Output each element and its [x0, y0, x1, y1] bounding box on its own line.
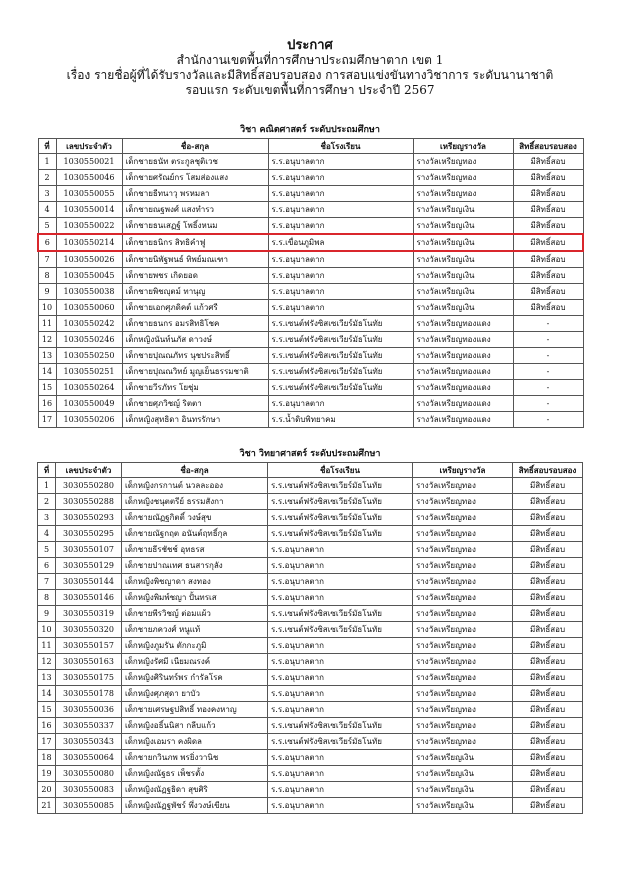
col-school-cell: ร.ร.อนุบาลตาก	[268, 558, 413, 574]
col-student-id-cell: 1030550251	[56, 364, 122, 380]
col-no-cell: 12	[38, 332, 56, 348]
col-student-id-cell: 3030550178	[56, 686, 122, 702]
table-row	[38, 300, 583, 316]
col-student-id-cell: 3030550083	[56, 782, 122, 798]
col-no-cell: 12	[38, 654, 56, 670]
col-round-two-cell: มีสิทธิ์สอบ	[513, 494, 583, 510]
table-row	[38, 494, 583, 510]
col-medal-cell: รางวัลเหรียญทอง	[413, 574, 513, 590]
col-name-cell: เด็กหญิงภูมรัน ตักกะภูมิ	[122, 638, 268, 654]
col-school-cell: ร.ร.อนุบาลตาก	[268, 218, 413, 235]
col-school-cell: ร.ร.เซนต์ฟรังซิสเซเวียร์มัธโนทัย	[268, 526, 413, 542]
col-no-cell: 11	[38, 638, 56, 654]
col-student-id-cell: 3030550146	[56, 590, 122, 606]
col-name-cell: เด็กชายศรัณย์กร โสมส่องแสง	[122, 170, 268, 186]
table-row	[38, 510, 583, 526]
col-school-cell: ร.ร.อนุบาลตาก	[268, 766, 413, 782]
col-round-two-cell: มีสิทธิ์สอบ	[513, 284, 583, 300]
col-student-id-cell: 3030550129	[56, 558, 122, 574]
col-medal-cell: รางวัลเหรียญเงิน	[413, 284, 513, 300]
col-round-two-cell: มีสิทธิ์สอบ	[513, 251, 583, 268]
col-no-cell: 5	[38, 218, 56, 235]
col-student-id-cell: 3030550036	[56, 702, 122, 718]
col-no-cell: 3	[38, 186, 56, 202]
table-row	[38, 590, 583, 606]
col-medal-cell: รางวัลเหรียญทองแดง	[413, 316, 513, 332]
col-student-id-cell: 1030550264	[56, 380, 122, 396]
col-student-id-cell: 3030550288	[56, 494, 122, 510]
col-school-cell: ร.ร.เซนต์ฟรังซิสเซเวียร์มัธโนทัย	[268, 364, 413, 380]
col-student-id-cell: 3030550085	[56, 798, 122, 814]
col-school-cell: ร.ร.อนุบาลตาก	[268, 638, 413, 654]
table-row	[38, 478, 583, 494]
col-student-id-cell: 1030550250	[56, 348, 122, 364]
col-no-cell: 10	[38, 622, 56, 638]
table-row	[38, 654, 583, 670]
col-student-id-header: เลขประจำตัว	[56, 463, 122, 478]
table-row	[38, 606, 583, 622]
col-name-cell: เด็กหญิงศิรินทร์พร กำรัลโรค	[122, 670, 268, 686]
col-name-cell: เด็กชายณฐพงศ์ แสงทำรว	[122, 202, 268, 218]
col-name-cell: เด็กหญิงอธิ์นนิสา กลีบแก้ว	[122, 718, 268, 734]
office-name: สำนักงานเขตพื้นที่การศึกษาประถมศึกษาตาก เขต 1	[176, 53, 444, 67]
col-no-header: ที่	[38, 463, 56, 478]
col-name-cell: เด็กชายปาณเทศ ธนสารกุลัง	[122, 558, 268, 574]
col-school-cell: ร.ร.อนุบาลตาก	[268, 170, 413, 186]
table-row	[38, 574, 583, 590]
table-row	[38, 251, 583, 268]
col-student-id-cell: 1030550242	[56, 316, 122, 332]
col-student-id-cell: 3030550163	[56, 654, 122, 670]
col-no-cell: 21	[38, 798, 56, 814]
table-row	[38, 558, 583, 574]
col-round-two-cell: -	[513, 348, 583, 364]
col-name-cell: เด็กชายเศรษฐปสิทธิ์ ทองคงหาญ	[122, 702, 268, 718]
col-no-cell: 8	[38, 268, 56, 284]
col-name-cell: เด็กหญิงศุภสุดา ยาบัว	[122, 686, 268, 702]
table-row	[38, 284, 583, 300]
col-no-cell: 4	[38, 526, 56, 542]
col-medal-cell: รางวัลเหรียญทอง	[413, 638, 513, 654]
col-school-cell: ร.ร.อนุบาลตาก	[268, 186, 413, 202]
col-name-cell: เด็กชายกวินภพ พรยิ่งวานิช	[122, 750, 268, 766]
col-medal-header: เหรียญรางวัล	[413, 463, 513, 478]
col-school-cell: ร.ร.อนุบาลตาก	[268, 750, 413, 766]
col-student-id-cell: 1030550214	[56, 234, 122, 251]
col-medal-cell: รางวัลเหรียญเงิน	[413, 268, 513, 284]
col-medal-cell: รางวัลเหรียญเงิน	[413, 798, 513, 814]
table-row	[38, 412, 583, 428]
col-medal-cell: รางวัลเหรียญทอง	[413, 526, 513, 542]
math-header-row	[38, 139, 583, 154]
col-round-two-cell: มีสิทธิ์สอบ	[513, 574, 583, 590]
col-medal-cell: รางวัลเหรียญทอง	[413, 542, 513, 558]
col-school-cell: ร.ร.เซนต์ฟรังซิสเซเวียร์มัธโนทัย	[268, 494, 413, 510]
table-row	[38, 218, 583, 235]
col-no-cell: 5	[38, 542, 56, 558]
col-no-cell: 17	[38, 734, 56, 750]
col-name-cell: เด็กชายปุณณวิทย์ มูญเย็นธรรมชาติ	[122, 364, 268, 380]
col-school-cell: ร.ร.อนุบาลตาก	[268, 300, 413, 316]
col-name-cell: เด็กหญิงพิมพ์ชญา ปั้นทรเส	[122, 590, 268, 606]
table-row	[38, 364, 583, 380]
col-no-cell: 9	[38, 606, 56, 622]
col-no-cell: 2	[38, 494, 56, 510]
col-school-header: ชื่อโรงเรียน	[268, 139, 413, 154]
col-no-cell: 10	[38, 300, 56, 316]
col-medal-cell: รางวัลเหรียญเงิน	[413, 234, 513, 251]
col-school-cell: ร.ร.เซนต์ฟรังซิสเซเวียร์มัธโนทัย	[268, 348, 413, 364]
table-row	[38, 316, 583, 332]
col-medal-cell: รางวัลเหรียญทองแดง	[413, 396, 513, 412]
col-medal-cell: รางวัลเหรียญเงิน	[413, 766, 513, 782]
table-row	[38, 396, 583, 412]
col-round-two-cell: มีสิทธิ์สอบ	[513, 478, 583, 494]
col-no-cell: 4	[38, 202, 56, 218]
col-name-cell: เด็กชายวีรภัทร โยชุ่ม	[122, 380, 268, 396]
col-medal-cell: รางวัลเหรียญทองแดง	[413, 380, 513, 396]
table-row	[38, 734, 583, 750]
col-name-cell: เด็กหญิงณัฏฐธิดา สุขศิริ	[122, 782, 268, 798]
col-no-cell: 14	[38, 686, 56, 702]
announcement-round: รอบแรก ระดับเขตพื้นที่การศึกษา ประจำปี 2567	[185, 83, 435, 97]
table-row	[38, 750, 583, 766]
col-student-id-cell: 3030550064	[56, 750, 122, 766]
col-round-two-cell: -	[513, 316, 583, 332]
col-medal-cell: รางวัลเหรียญเงิน	[413, 782, 513, 798]
col-student-id-cell: 1030550046	[56, 170, 122, 186]
math-section-title: วิชา คณิตศาสตร์ ระดับประถมศึกษา	[240, 125, 380, 135]
col-round-two-cell: มีสิทธิ์สอบ	[513, 510, 583, 526]
table-row	[38, 332, 583, 348]
col-medal-cell: รางวัลเหรียญทอง	[413, 718, 513, 734]
col-student-id-cell: 1030550026	[56, 251, 122, 268]
col-round-two-cell: มีสิทธิ์สอบ	[513, 526, 583, 542]
col-round-two-cell: มีสิทธิ์สอบ	[513, 218, 583, 235]
col-no-cell: 13	[38, 348, 56, 364]
col-name-cell: เด็กชายณัฐกฤต อนันต์ฤทธิ์กุล	[122, 526, 268, 542]
table-row	[38, 718, 583, 734]
table-row	[38, 766, 583, 782]
announcement-title: ประกาศ	[287, 38, 333, 53]
col-name-cell: เด็กชายธนัท ตระกูลชุติเวช	[122, 154, 268, 170]
col-student-id-cell: 3030550295	[56, 526, 122, 542]
col-round-two-cell: มีสิทธิ์สอบ	[513, 686, 583, 702]
col-round-two-cell: มีสิทธิ์สอบ	[513, 622, 583, 638]
col-medal-cell: รางวัลเหรียญทอง	[413, 686, 513, 702]
col-name-cell: เด็กชายธนิกร สิทธิคำฟู	[122, 234, 268, 251]
col-round-two-cell: มีสิทธิ์สอบ	[513, 202, 583, 218]
col-student-id-cell: 3030550293	[56, 510, 122, 526]
table-row	[38, 670, 583, 686]
col-medal-cell: รางวัลเหรียญทอง	[413, 734, 513, 750]
col-medal-cell: รางวัลเหรียญทองแดง	[413, 348, 513, 364]
math-results-table	[37, 138, 584, 428]
col-no-cell: 7	[38, 574, 56, 590]
col-round-two-cell: มีสิทธิ์สอบ	[513, 734, 583, 750]
col-medal-cell: รางวัลเหรียญเงิน	[413, 251, 513, 268]
col-student-id-cell: 3030550080	[56, 766, 122, 782]
col-round-two-cell: -	[513, 364, 583, 380]
table-row	[38, 380, 583, 396]
col-round-two-cell: มีสิทธิ์สอบ	[513, 638, 583, 654]
col-name-cell: เด็กชายศุภวิชญ์ ริตตา	[122, 396, 268, 412]
col-round-two-cell: มีสิทธิ์สอบ	[513, 154, 583, 170]
col-medal-cell: รางวัลเหรียญทอง	[413, 186, 513, 202]
col-student-id-cell: 1030550014	[56, 202, 122, 218]
col-round-two-cell: มีสิทธิ์สอบ	[513, 170, 583, 186]
col-medal-cell: รางวัลเหรียญทอง	[413, 170, 513, 186]
col-name-cell: เด็กชายพิชญุตม์ ทานุญ	[122, 284, 268, 300]
col-no-cell: 15	[38, 702, 56, 718]
col-medal-cell: รางวัลเหรียญเงิน	[413, 300, 513, 316]
science-header-row	[38, 463, 583, 478]
table-row	[38, 186, 583, 202]
col-student-id-cell: 1030550206	[56, 412, 122, 428]
col-name-cell: เด็กหญิงณัฏฐพัชร์ พึ่งวงษ์เขียน	[122, 798, 268, 814]
col-school-cell: ร.ร.อนุบาลตาก	[268, 670, 413, 686]
col-name-cell: เด็กชายธนเสฏฐ์ โพธิ์งหนม	[122, 218, 268, 235]
col-medal-cell: รางวัลเหรียญทอง	[413, 590, 513, 606]
col-round-two-header: สิทธิ์สอบรอบสอง	[513, 139, 583, 154]
col-medal-header: เหรียญรางวัล	[413, 139, 513, 154]
col-school-cell: ร.ร.เซนต์ฟรังซิสเซเวียร์มัธโนทัย	[268, 622, 413, 638]
col-student-id-cell: 3030550320	[56, 622, 122, 638]
table-row	[38, 702, 583, 718]
col-medal-cell: รางวัลเหรียญทอง	[413, 622, 513, 638]
col-name-cell: เด็กชายธนกร อมรสิทธิโชค	[122, 316, 268, 332]
col-school-cell: ร.ร.อนุบาลตาก	[268, 284, 413, 300]
col-medal-cell: รางวัลเหรียญทอง	[413, 510, 513, 526]
col-school-cell: ร.ร.เซนต์ฟรังซิสเซเวียร์มัธโนทัย	[268, 316, 413, 332]
col-no-cell: 18	[38, 750, 56, 766]
col-round-two-cell: มีสิทธิ์สอบ	[513, 234, 583, 251]
table-row	[38, 202, 583, 218]
col-student-id-cell: 3030550144	[56, 574, 122, 590]
col-round-two-cell: มีสิทธิ์สอบ	[513, 186, 583, 202]
col-no-header: ที่	[38, 139, 56, 154]
announcement-header	[0, 38, 620, 98]
col-school-cell: ร.ร.อนุบาลตาก	[268, 654, 413, 670]
table-row	[38, 638, 583, 654]
science-results-table	[37, 462, 583, 814]
col-school-cell: ร.ร.อนุบาลตาก	[268, 154, 413, 170]
col-name-cell: เด็กชายนิพัฐพนธ์ ทิพย์มณเฑา	[122, 251, 268, 268]
announcement-subject: เรื่อง รายชื่อผู้ที่ได้รับรางวัลและมีสิทธิ์สอบรอบสอง การสอบแข่งขันทางวิชาการ ระดับนานาชาติ	[66, 68, 554, 82]
col-student-id-cell: 1030550049	[56, 396, 122, 412]
table-row	[38, 234, 583, 251]
col-round-two-cell: มีสิทธิ์สอบ	[513, 542, 583, 558]
col-school-cell: ร.ร.อนุบาลตาก	[268, 702, 413, 718]
col-round-two-cell: -	[513, 332, 583, 348]
col-medal-cell: รางวัลเหรียญทองแดง	[413, 364, 513, 380]
col-school-cell: ร.ร.เซนต์ฟรังซิสเซเวียร์มัธโนทัย	[268, 510, 413, 526]
table-row	[38, 798, 583, 814]
table-row	[38, 526, 583, 542]
col-no-cell: 6	[38, 558, 56, 574]
col-school-cell: ร.ร.อนุบาลตาก	[268, 574, 413, 590]
col-school-cell: ร.ร.อนุบาลตาก	[268, 686, 413, 702]
col-school-cell: ร.ร.อนุบาลตาก	[268, 590, 413, 606]
col-school-cell: ร.ร.อนุบาลตาก	[268, 268, 413, 284]
col-round-two-cell: มีสิทธิ์สอบ	[513, 590, 583, 606]
col-student-id-cell: 1030550022	[56, 218, 122, 235]
col-name-cell: เด็กชายธีรชัชช์ อุทธรส	[122, 542, 268, 558]
col-student-id-cell: 3030550337	[56, 718, 122, 734]
col-name-cell: เด็กชายพชร เกิดยอด	[122, 268, 268, 284]
col-round-two-cell: มีสิทธิ์สอบ	[513, 766, 583, 782]
col-school-cell: ร.ร.อนุบาลตาก	[268, 542, 413, 558]
col-no-cell: 7	[38, 251, 56, 268]
col-round-two-cell: มีสิทธิ์สอบ	[513, 750, 583, 766]
col-medal-cell: รางวัลเหรียญทอง	[413, 154, 513, 170]
col-school-cell: ร.ร.อนุบาลตาก	[268, 782, 413, 798]
col-student-id-cell: 1030550021	[56, 154, 122, 170]
col-student-id-header: เลขประจำตัว	[56, 139, 122, 154]
col-round-two-cell: มีสิทธิ์สอบ	[513, 798, 583, 814]
col-student-id-cell: 1030550038	[56, 284, 122, 300]
col-school-cell: ร.ร.เขื่อนภูมิพล	[268, 234, 413, 251]
col-student-id-cell: 3030550175	[56, 670, 122, 686]
col-medal-cell: รางวัลเหรียญทอง	[413, 558, 513, 574]
col-round-two-cell: มีสิทธิ์สอบ	[513, 654, 583, 670]
col-student-id-cell: 3030550319	[56, 606, 122, 622]
col-medal-cell: รางวัลเหรียญทอง	[413, 702, 513, 718]
table-row	[38, 268, 583, 284]
col-school-cell: ร.ร.เซนต์ฟรังซิสเซเวียร์มัธโนทัย	[268, 734, 413, 750]
col-medal-cell: รางวัลเหรียญทอง	[413, 606, 513, 622]
col-name-cell: เด็กหญิงณัฐธร เพ็ชรตั้ง	[122, 766, 268, 782]
col-round-two-cell: มีสิทธิ์สอบ	[513, 558, 583, 574]
col-name-cell: เด็กชายณัฏฐกิตติ์ วงษ์สุข	[122, 510, 268, 526]
col-medal-cell: รางวัลเหรียญเงิน	[413, 202, 513, 218]
col-student-id-cell: 3030550343	[56, 734, 122, 750]
col-student-id-cell: 1030550246	[56, 332, 122, 348]
col-round-two-cell: -	[513, 396, 583, 412]
col-school-cell: ร.ร.เซนต์ฟรังซิสเซเวียร์มัธโนทัย	[268, 380, 413, 396]
col-name-header: ชื่อ-สกุล	[122, 139, 268, 154]
col-name-cell: เด็กชายธีทนาวุ พรหมลา	[122, 186, 268, 202]
col-medal-cell: รางวัลเหรียญทอง	[413, 654, 513, 670]
col-school-cell: ร.ร.อนุบาลตาก	[268, 396, 413, 412]
science-section-title: วิชา วิทยาศาสตร์ ระดับประถมศึกษา	[239, 449, 381, 459]
col-no-cell: 15	[38, 380, 56, 396]
col-medal-cell: รางวัลเหรียญทอง	[413, 478, 513, 494]
table-row	[38, 348, 583, 364]
col-medal-cell: รางวัลเหรียญทองแดง	[413, 332, 513, 348]
col-name-header: ชื่อ-สกุล	[122, 463, 268, 478]
col-round-two-cell: มีสิทธิ์สอบ	[513, 268, 583, 284]
col-name-cell: เด็กหญิงชนุตตรีย์ ธรรมสังกา	[122, 494, 268, 510]
col-name-cell: เด็กชายพีรวิชญ์ ต่อมแผ้ว	[122, 606, 268, 622]
col-name-cell: เด็กหญิงกรกานต์ นวลละออง	[122, 478, 268, 494]
col-name-cell: เด็กชายภควงศ์ หนูแท้	[122, 622, 268, 638]
col-round-two-cell: -	[513, 412, 583, 428]
col-no-cell: 16	[38, 718, 56, 734]
col-name-cell: เด็กหญิงนันท์นภัส ดาวงษ์	[122, 332, 268, 348]
col-round-two-cell: มีสิทธิ์สอบ	[513, 702, 583, 718]
col-round-two-cell: มีสิทธิ์สอบ	[513, 300, 583, 316]
col-round-two-header: สิทธิ์สอบรอบสอง	[513, 463, 583, 478]
table-row	[38, 542, 583, 558]
col-school-cell: ร.ร.เซนต์ฟรังซิสเซเวียร์มัธโนทัย	[268, 332, 413, 348]
col-school-header: ชื่อโรงเรียน	[268, 463, 413, 478]
col-medal-cell: รางวัลเหรียญเงิน	[413, 750, 513, 766]
col-no-cell: 1	[38, 154, 56, 170]
col-no-cell: 16	[38, 396, 56, 412]
col-name-cell: เด็กชายเอกศุภดิคต์ แก้วศรี	[122, 300, 268, 316]
col-student-id-cell: 3030550107	[56, 542, 122, 558]
col-name-cell: เด็กหญิงพิชญาดา สงทอง	[122, 574, 268, 590]
col-no-cell: 8	[38, 590, 56, 606]
table-row	[38, 686, 583, 702]
col-school-cell: ร.ร.น้ำดิบพิทยาคม	[268, 412, 413, 428]
col-no-cell: 1	[38, 478, 56, 494]
col-name-cell: เด็กหญิงเอมรา คงผิดล	[122, 734, 268, 750]
col-no-cell: 9	[38, 284, 56, 300]
col-no-cell: 13	[38, 670, 56, 686]
col-no-cell: 6	[38, 234, 56, 251]
col-student-id-cell: 3030550157	[56, 638, 122, 654]
col-school-cell: ร.ร.อนุบาลตาก	[268, 251, 413, 268]
col-no-cell: 14	[38, 364, 56, 380]
col-student-id-cell: 3030550280	[56, 478, 122, 494]
col-round-two-cell: มีสิทธิ์สอบ	[513, 782, 583, 798]
col-no-cell: 19	[38, 766, 56, 782]
col-student-id-cell: 1030550055	[56, 186, 122, 202]
col-name-cell: เด็กชายปุณณภัทร นุชประสิทธิ์	[122, 348, 268, 364]
col-medal-cell: รางวัลเหรียญทอง	[413, 670, 513, 686]
col-round-two-cell: มีสิทธิ์สอบ	[513, 606, 583, 622]
col-no-cell: 11	[38, 316, 56, 332]
table-row	[38, 782, 583, 798]
table-row	[38, 154, 583, 170]
col-no-cell: 20	[38, 782, 56, 798]
table-row	[38, 622, 583, 638]
col-no-cell: 2	[38, 170, 56, 186]
col-round-two-cell: มีสิทธิ์สอบ	[513, 718, 583, 734]
col-no-cell: 17	[38, 412, 56, 428]
table-row	[38, 170, 583, 186]
col-school-cell: ร.ร.เซนต์ฟรังซิสเซเวียร์มัธโนทัย	[268, 478, 413, 494]
col-medal-cell: รางวัลเหรียญทอง	[413, 494, 513, 510]
col-school-cell: ร.ร.อนุบาลตาก	[268, 202, 413, 218]
col-student-id-cell: 1030550060	[56, 300, 122, 316]
col-round-two-cell: มีสิทธิ์สอบ	[513, 670, 583, 686]
col-school-cell: ร.ร.เซนต์ฟรังซิสเซเวียร์มัธโนทัย	[268, 718, 413, 734]
col-student-id-cell: 1030550045	[56, 268, 122, 284]
col-name-cell: เด็กหญิงรัศมี เนียมณรงค์	[122, 654, 268, 670]
col-name-cell: เด็กหญิงสุทธิดา อินทรรักษา	[122, 412, 268, 428]
col-school-cell: ร.ร.เซนต์ฟรังซิสเซเวียร์มัธโนทัย	[268, 606, 413, 622]
col-medal-cell: รางวัลเหรียญทองแดง	[413, 412, 513, 428]
col-medal-cell: รางวัลเหรียญเงิน	[413, 218, 513, 235]
col-no-cell: 3	[38, 510, 56, 526]
col-round-two-cell: -	[513, 380, 583, 396]
col-school-cell: ร.ร.อนุบาลตาก	[268, 798, 413, 814]
